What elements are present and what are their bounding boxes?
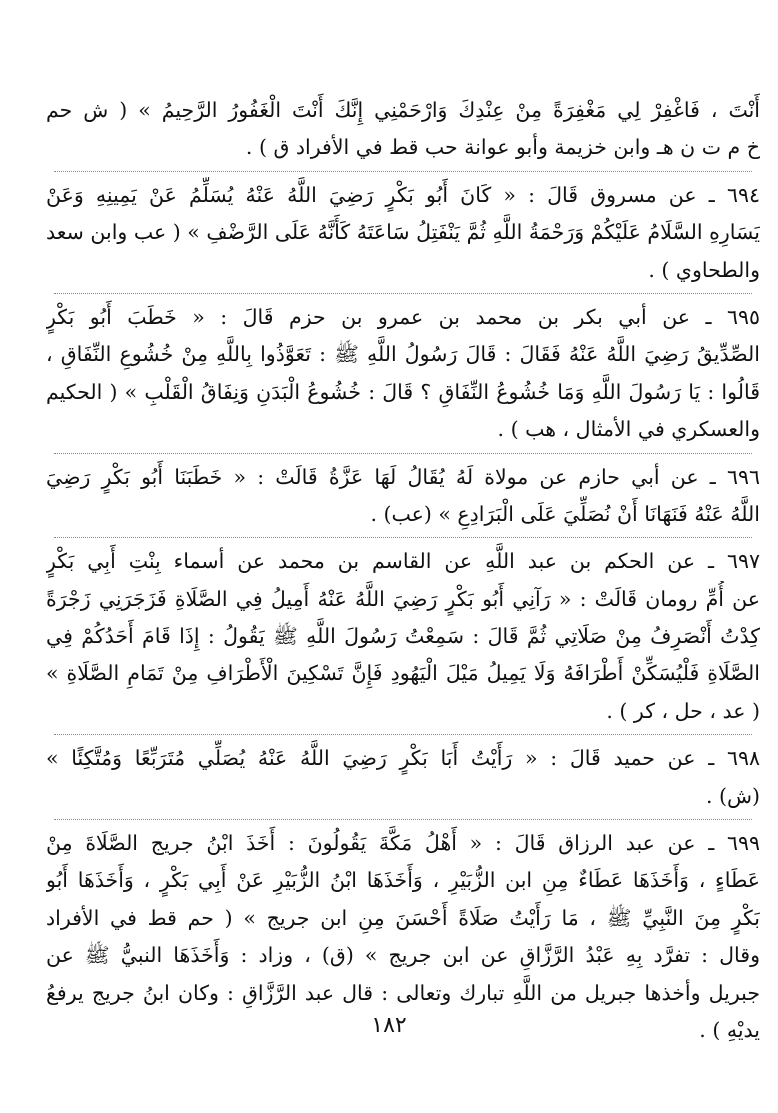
- text-line: عَطَاءٍ ، وَأَخَذَهَا عَطَاءٌ مِنِ ابن الزُّبَيْرِ ، وَأَخَذَهَا ابْنُ الزُّبَيْرِ عَنْ أَبِي بَكْرٍ ، وَأَخَذَهَا أَبُو: [46, 868, 760, 893]
- text-line: عن أُمِّ رومان قَالَتْ : « رَآنِي أَبُو بَكْرٍ رَضِيَ اللَّهُ عَنْهُ أَمِيلُ فِي الصَّلَاةِ فَزَجَرَنِي زَجْرَةً: [46, 586, 760, 611]
- text-line: خ م ت ن هـ وابن خزيمة وأبو عوانة حب قط في الأفراد ق ) .: [245, 135, 760, 160]
- text-line: الصِّدِّيقُ رَضِيَ اللَّهُ عَنْهُ فَقَالَ : قَالَ رَسُولُ اللَّهِ ﷺ : تَعَوَّذُوا بِاللَّهِ مِنْ خُشُوعِ النِّفَاقِ ،: [46, 342, 760, 367]
- text-line: والطحاوي ) .: [648, 257, 760, 282]
- hadith-697: [46, 543, 760, 730]
- divider: [54, 537, 752, 538]
- text-line: يديْهِ ) .: [699, 1017, 760, 1042]
- text-line: ٦٩٤ ـ عن مسروق قَالَ : « كَانَ أَبُو بَكْرٍ رَضِيَ اللَّهُ عَنْهُ يُسَلِّمُ عَنْ يَمِينِهِ وَعَنْ: [46, 182, 760, 207]
- text-line: كِدْتُ أَنْصَرِفُ مِنْ صَلَاتِي ثُمَّ قَالَ : سَمِعْتُ رَسُولَ اللَّهِ ﷺ يَقُولُ : إِذَا قَامَ أَحَدُكُمْ فِي: [46, 624, 760, 649]
- text-line: ٦٩٨ ـ عن حميد قَالَ : « رَأَيْتُ أَبَا بَكْرٍ رَضِيَ اللَّهُ عَنْهُ يُصَلِّي مُتَرَبِّعًا وَمُتَّكِئًا »: [46, 746, 760, 771]
- page-number: ١٨٢: [371, 1013, 407, 1038]
- text-line: بَكْرٍ مِنَ النَّبِيِّ ﷺ ، مَا رَأَيْتُ صَلَاةً أَحْسَنَ مِنِ ابن جريج » ( حم قط في الأفراد: [46, 905, 760, 930]
- text-line: الصَّلَاةِ فَلْيُسَكِّنْ أَطْرَافَهُ وَلَا يَمِيلُ مَيْلَ الْيَهُودِ فَإِنَّ تَسْكِينَ الْأَطْرَافِ مِنْ تَمَامِ الصَّلَاةِ »: [46, 661, 760, 686]
- hadith-696: [46, 459, 760, 534]
- text-line: جبريل وأخذها جبريل من اللَّهِ تبارك وتعالى : قال عبد الرَّزَّاقِ : وكان ابنُ جريج يرفعُ: [46, 980, 760, 1005]
- text-line: ( عد ، حل ، كر ) .: [606, 698, 760, 723]
- text-line: قَالُوا : يَا رَسُولَ اللَّهِ وَمَا خُشُوعُ النِّفَاقِ ؟ قَالَ : خُشُوعُ الْبَدَنِ وَنِفَاقُ الْقَلْبِ » ( الحكيم: [46, 379, 760, 404]
- divider: [54, 819, 752, 820]
- paragraph-continuation: [46, 92, 760, 167]
- text-line: ٦٩٧ ـ عن الحكم بن عبد اللَّهِ عن القاسم بن محمد عن أسماء بِنْتِ أَبِي بَكْرٍ: [46, 549, 760, 574]
- text-line: أَنْتَ ، فَاغْفِرْ لِي مَغْفِرَةً مِنْ عِنْدِكَ وَارْحَمْنِي إِنَّكَ أَنْتَ الْغَفُورُ الرَّحِيمُ » ( ش حم: [46, 98, 760, 122]
- text-line: (ش) .: [705, 783, 760, 808]
- divider: [54, 453, 752, 454]
- divider: [54, 734, 752, 735]
- text-line: ٦٩٩ ـ عن عبد الرزاق قَالَ : « أَهْلُ مَكَّةَ يَقُولُونَ : أَخَذَ ابْنُ جريج الصَّلَاةَ مِنْ: [46, 831, 760, 856]
- divider: [54, 293, 752, 294]
- text-line: وقال : تفرَّد بِهِ عَبْدُ الرَّزَّاقِ عن ابن جريج » (ق) ، وزاد : وَأَخَذَهَا النبيُّ ﷺ عن: [46, 943, 760, 968]
- text-line: اللَّهُ عَنْهُ فَنَهَانَا أَنْ نُصَلِّيَ عَلَى الْبَرَادِعِ » (عب) .: [370, 501, 760, 526]
- text-line: ٦٩٥ ـ عن أبي بكر بن محمد بن عمرو بن حزم قَالَ : « خَطَبَ أَبُو بَكْرٍ: [46, 304, 760, 329]
- hadith-694: [46, 177, 760, 289]
- text-line: والعسكري في الأمثال ، هب ) .: [497, 417, 760, 442]
- text-line: ٦٩٦ ـ عن أبي حازم عن مولاة لَهُ يُقَالُ لَهَا عَزَّةُ قَالَتْ : « خَطَبَنَا أَبُو بَكْرٍ رَضِيَ: [46, 464, 760, 489]
- page-text: [46, 92, 760, 1049]
- text-line: يَسَارِهِ السَّلَامُ عَلَيْكُمْ وَرَحْمَةُ اللَّهِ ثُمَّ يَنْفَتِلُ سَاعَتَهُ كَأَنَّهُ عَلَى الرَّضْفِ » ( عب وابن سعد: [46, 220, 760, 245]
- divider: [54, 171, 752, 172]
- hadith-695: [46, 299, 760, 449]
- hadith-698: [46, 740, 760, 815]
